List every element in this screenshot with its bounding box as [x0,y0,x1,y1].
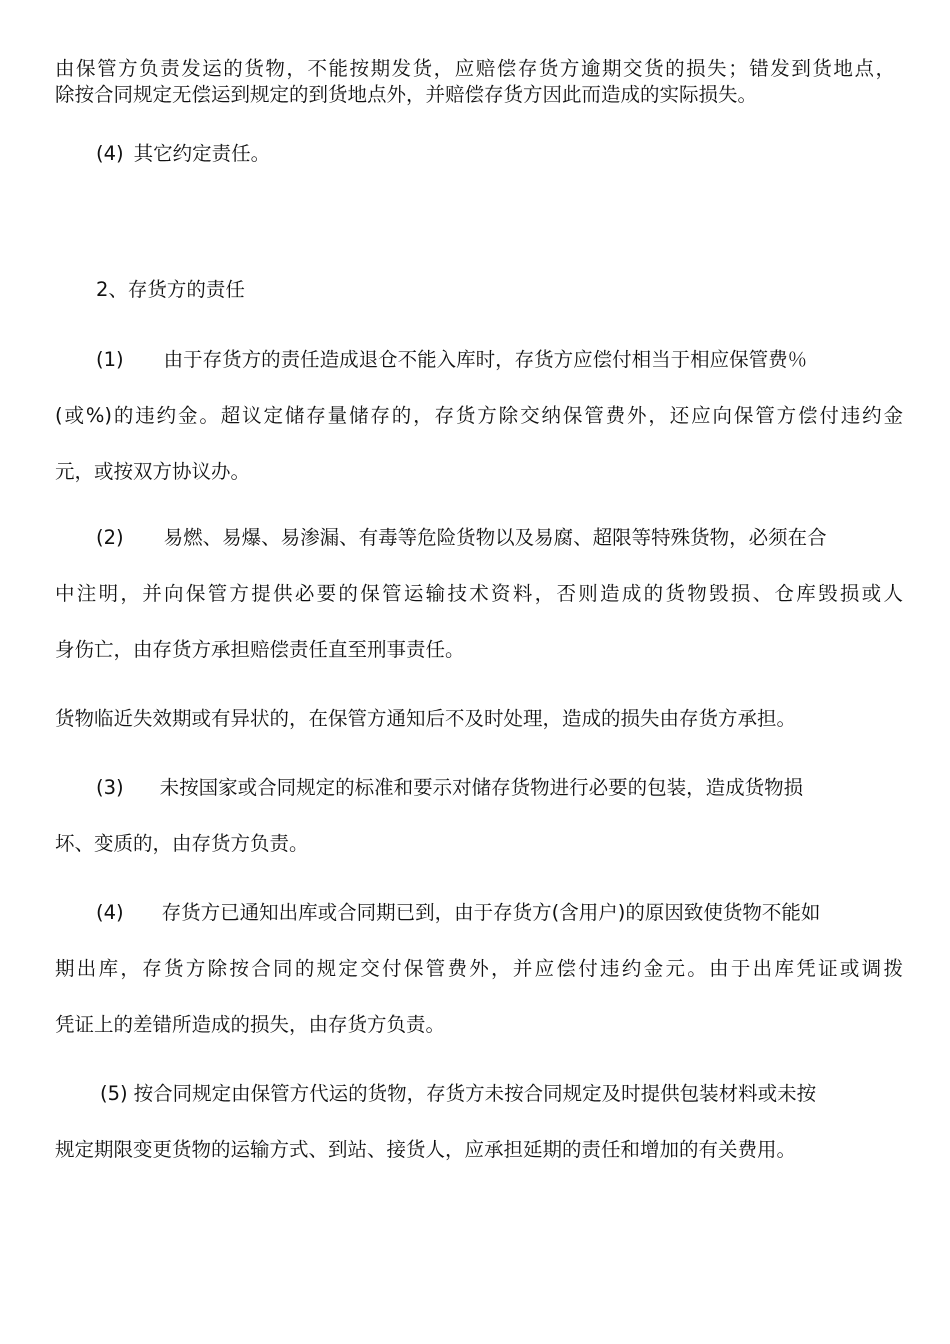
item-1-line-3: 元，或按双方协议办。 [55,460,251,483]
item-2-line-2: 中注明，并向保管方提供必要的保管运输技术资料，否则造成的货物毁损、仓库毁损或人 [55,582,903,605]
intro-line-2: 除按合同规定无偿运到规定的到货地点外，并赔偿存货方因此而造成的实际损失。 [55,83,758,106]
item-number: (5) [100,1082,128,1105]
item-5-line-2: 规定期限变更货物的运输方式、到站、接货人，应承担延期的责任和增加的有关费用。 [55,1138,797,1161]
item-text: 未按国家或合同规定的标准和要示对储存货物进行必要的包装，造成货物损 [159,776,804,799]
item-1-line-2: (或%)的违约金。超议定储存量储存的，存货方除交纳保管费外，还应向保管方偿付违约金 [55,404,903,427]
item-number: (4) [96,142,124,165]
item-text: 按合同规定由保管方代运的货物，存货方未按合同规定及时提供包装材料或未按 [133,1082,817,1105]
item-text: 由于存货方的责任造成退仓不能入库时，存货方应偿付相当于相应保管费％ [163,348,808,371]
item-3-line-2: 坏、变质的，由存货方负责。 [55,832,309,855]
section-heading: 2、存货方的责任 [96,278,245,301]
item-2-line-1 [96,528,904,548]
expiry-note: 货物临近失效期或有异状的，在保管方通知后不及时处理，造成的损失由存货方承担。 [55,707,797,730]
item-number: (2) [96,526,124,549]
item-text: 存货方已通知出库或合同期已到，由于存货方(含用户)的原因致使货物不能如 [161,901,821,924]
item-text: 其它约定责任。 [133,142,271,165]
item-4-line-2: 期出库，存货方除按合同的规定交付保管费外，并应偿付违约金元。由于出库凭证或调拨 [55,957,903,980]
item-5-line-1 [100,1084,904,1104]
item-4-line-1 [96,903,904,923]
item-text: 易燃、易爆、易渗漏、有毒等危险货物以及易腐、超限等特殊货物，必须在合 [163,526,827,549]
item-number: (1) [96,348,124,371]
item-4-line-3: 凭证上的差错所造成的损失，由存货方负责。 [55,1013,446,1036]
item-number: (3) [96,776,124,799]
item-number: (4) [96,901,124,924]
intro-line-1: 由保管方负责发运的货物，不能按期发货，应赔偿存货方逾期交货的损失；错发到货地点， [55,57,895,80]
item-3-line-1 [96,778,904,798]
item-4-other-duties [96,144,270,164]
item-1-line-1 [96,350,904,370]
item-2-line-3: 身伤亡，由存货方承担赔偿责任直至刑事责任。 [55,638,465,661]
